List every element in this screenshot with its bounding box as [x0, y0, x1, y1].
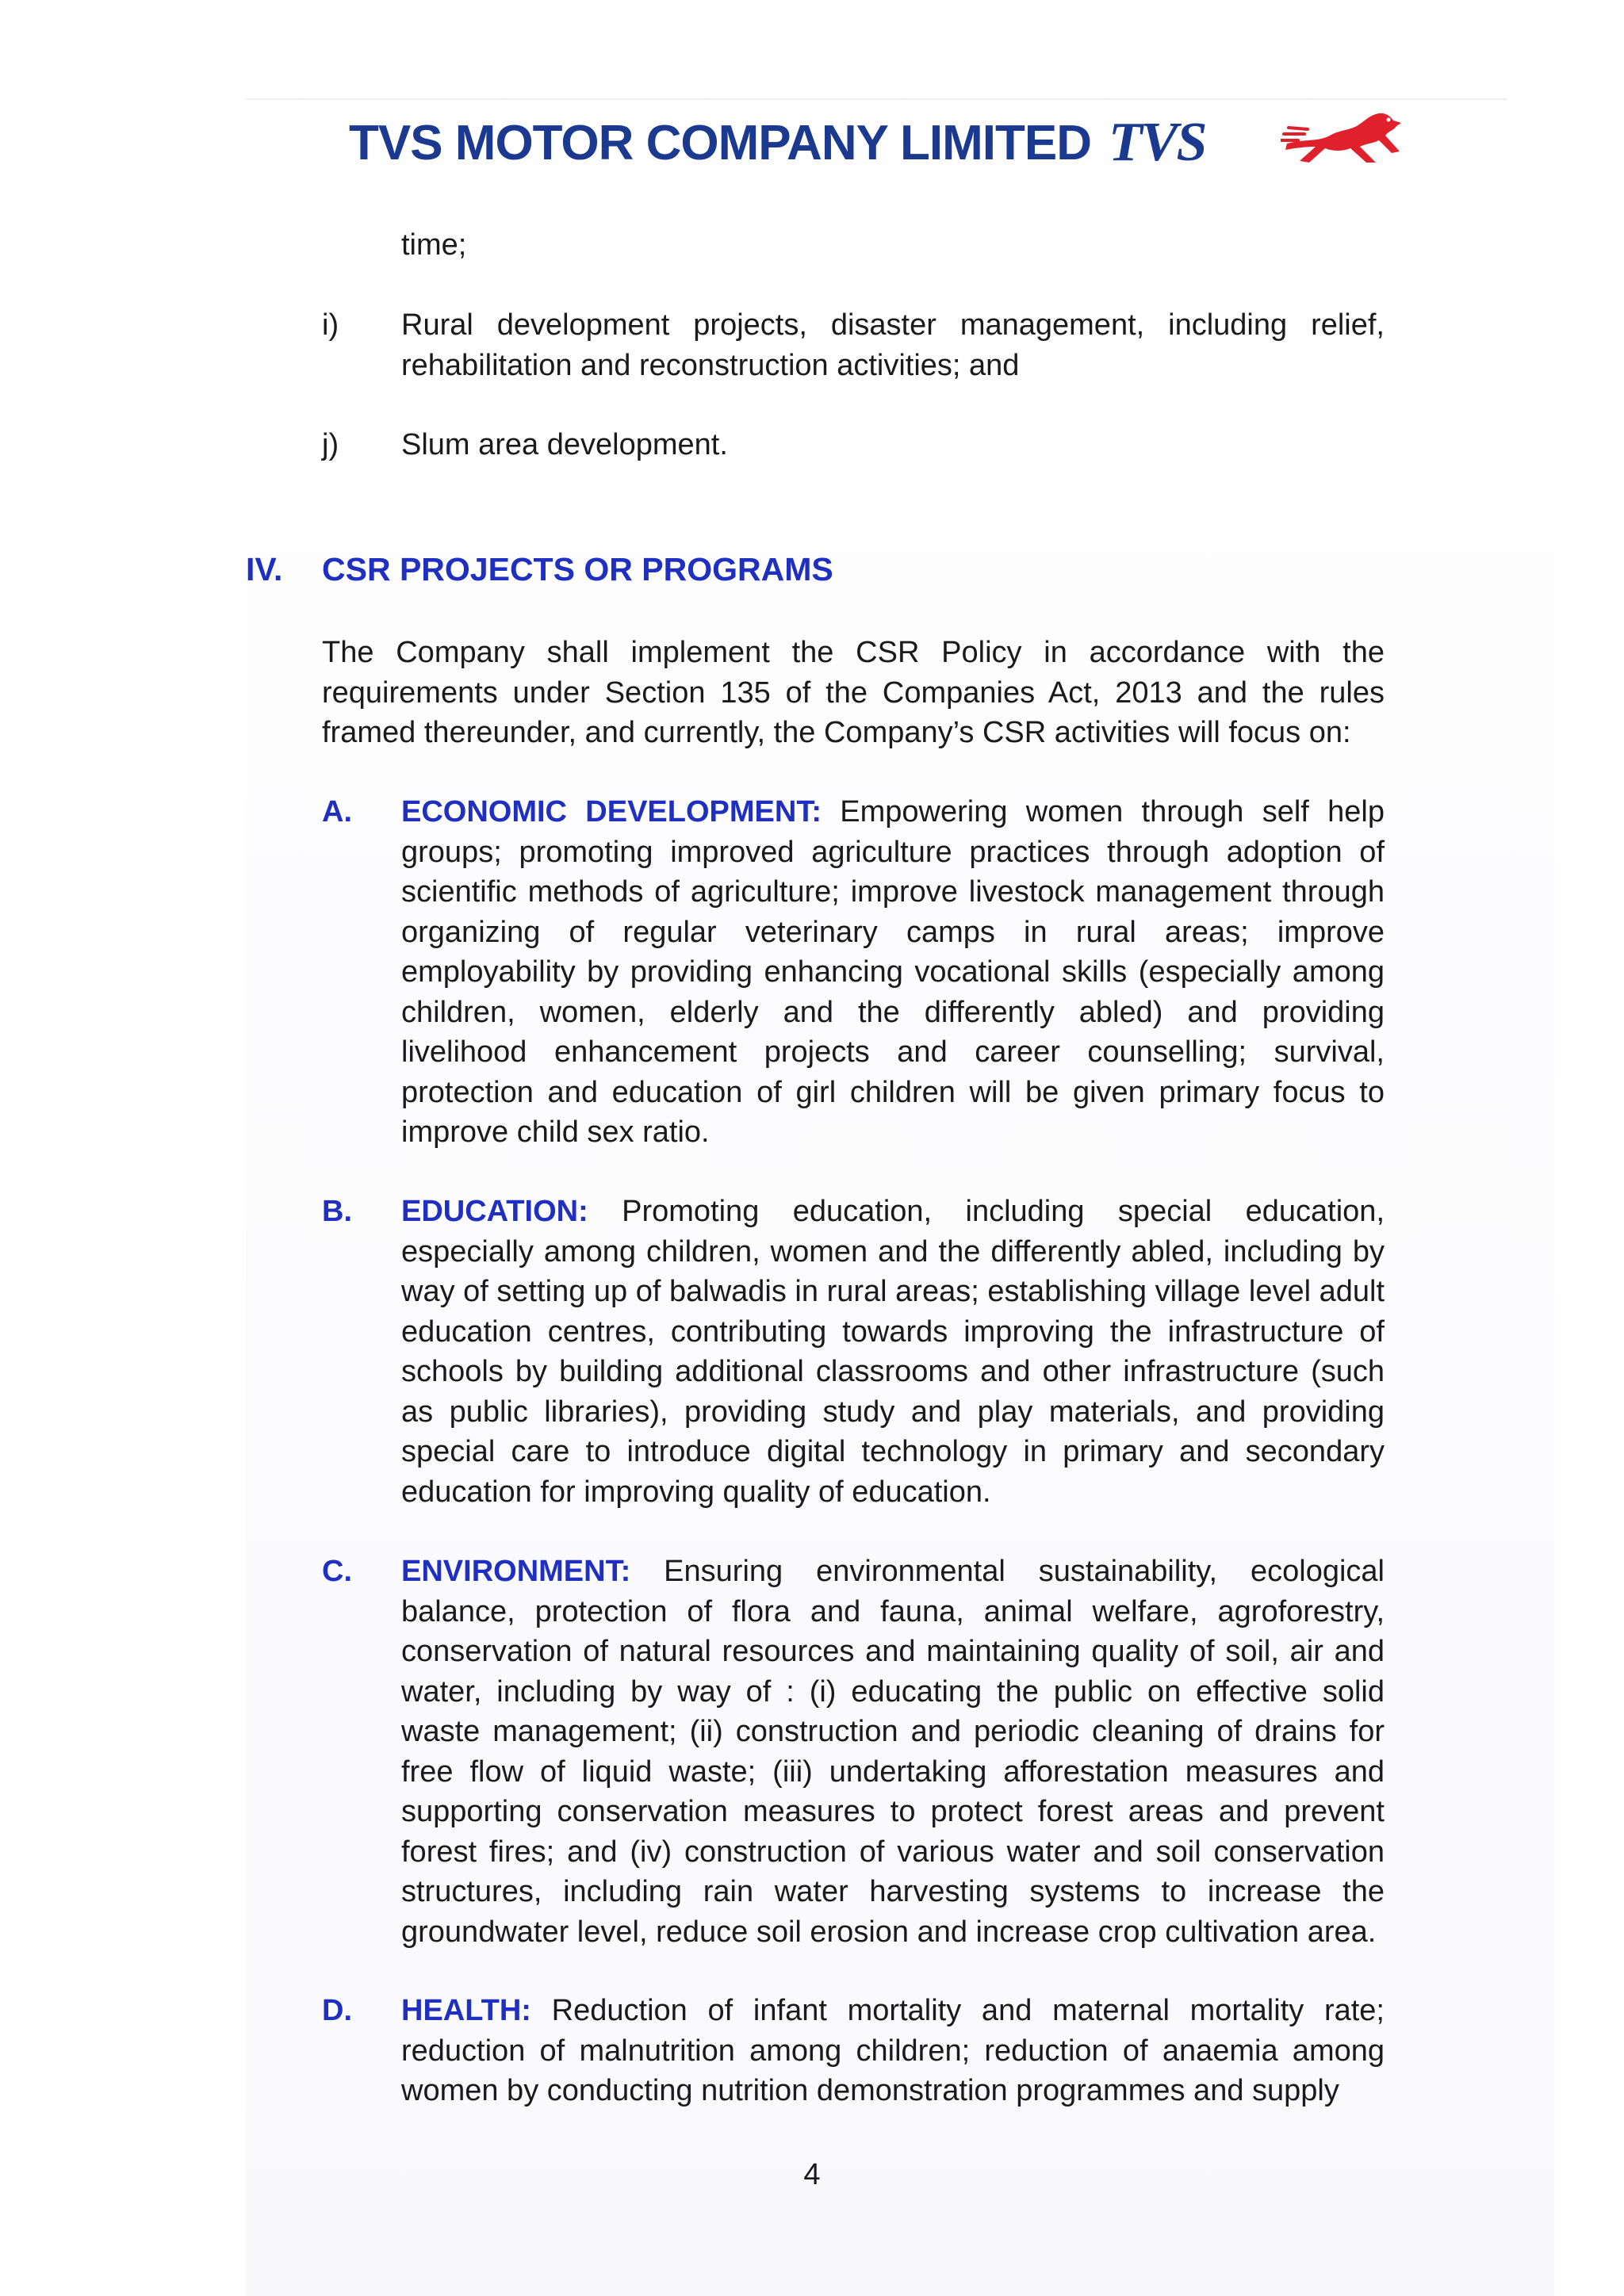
section-number: IV.: [246, 551, 283, 587]
list-marker-i: i): [322, 308, 339, 342]
focus-area-education: [401, 1192, 1385, 1512]
focus-area-economic-development: [401, 792, 1385, 1153]
continuation-text: time;: [401, 228, 467, 262]
focus-area-environment: [401, 1552, 1385, 1952]
header-divider: [246, 98, 1507, 100]
focus-area-description: Promoting education, including special education, especially among children, women and the differently abled, including by way of setting up of balwadis in rural areas; establishing village level adult education centres, contributing towards improving the infrastructure of schools by building additional classrooms and other infrastructure (such as public libraries), providing study and play materials, and providing special care to introduce digital technology in primary and secondary education for improving quality of education.: [401, 1195, 1385, 1509]
brand-mark: TVS: [1109, 112, 1206, 173]
focus-area-description: Empowering women through self help groups; promoting improved agriculture practices through adoption of scientific methods of agriculture; improve livestock management through organizing of regular veterinary camps in rural areas; improve employability by providing enhancing vocational skills (especially among children, women, elderly and the differently abled) and providing livelihood enhancement projects and career counselling; survival, protection and education of girl children will be given primary focus to improve child sex ratio.: [401, 795, 1385, 1149]
focus-area-letter-a: A.: [322, 795, 352, 828]
focus-area-term: EDUCATION:: [401, 1195, 588, 1228]
focus-area-description: Ensuring environmental sustainability, ecological balance, protection of flora and fauna, animal welfare, agroforestry, conservation of natural resources and maintaining quality of soil, air and water, including by way of : (i) educating the public on effective solid waste management; (ii) construction and periodic cleaning of drains for free flow of liquid waste; (iii) undertaking afforestation measures and supporting conservation measures to protect forest areas and prevent forest fires; and (iv) construction of various water and soil conservation structures, including rain water harvesting systems to increase the groundwater level, reduce soil erosion and increase crop cultivation area.: [401, 1555, 1385, 1949]
horse-logo-icon: [1281, 107, 1404, 166]
page-header: [349, 111, 1205, 174]
focus-area-health: [401, 1991, 1385, 2111]
focus-area-letter-b: B.: [322, 1195, 352, 1228]
section-title: CSR PROJECTS OR PROGRAMS: [322, 551, 833, 587]
page-number: 4: [803, 2158, 821, 2191]
list-item-slum-development: Slum area development.: [401, 428, 728, 461]
list-marker-j: j): [322, 428, 339, 461]
focus-area-letter-d: D.: [322, 1994, 352, 2027]
focus-area-term: ENVIRONMENT:: [401, 1555, 631, 1588]
section-intro: The Company shall implement the CSR Policy in accordance with the requirements under Section 135 of the Companies Act, 2013 and the rules framed thereunder, and currently, the Company’s CSR activities will focus on:: [322, 636, 1385, 749]
focus-area-description: Reduction of infant mortality and maternal mortality rate; reduction of malnutrition among children; reduction of anaemia among women by conducting nutrition demonstration programmes and supply: [401, 1994, 1385, 2107]
focus-area-term: HEALTH:: [401, 1994, 531, 2027]
focus-area-term: ECONOMIC DEVELOPMENT:: [401, 795, 822, 828]
list-item-rural-development: Rural development projects, disaster management, including relief, rehabilitation and reconstruction activities; and: [401, 308, 1385, 382]
focus-area-letter-c: C.: [322, 1555, 352, 1588]
company-name: TVS MOTOR COMPANY LIMITED: [349, 115, 1092, 170]
